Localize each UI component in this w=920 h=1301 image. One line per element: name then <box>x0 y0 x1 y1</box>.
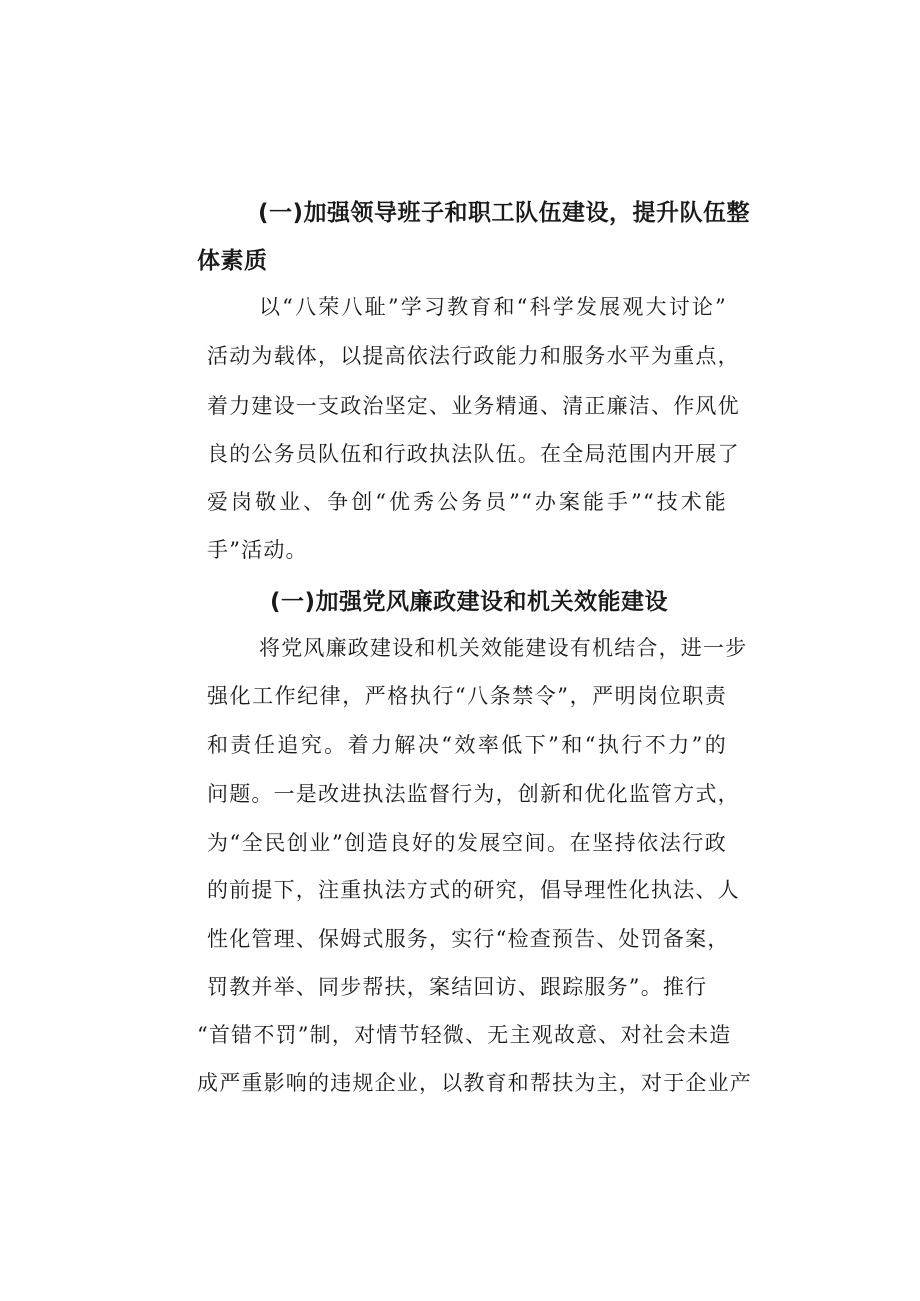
paragraph-line: 着力建设一支政治坚定、业务精通、清正廉洁、作风优 <box>207 394 740 418</box>
paragraph-line: 罚教并举、同步帮扶，案结回访、跟踪服务”。推行 <box>207 975 708 999</box>
paragraph-line: 将党风廉政建设和机关效能建设有机结合，进一步 <box>259 636 748 660</box>
paragraph-line: 活动为载体，以提高依法行政能力和服务水平为重点， <box>207 344 740 368</box>
paragraph-line: 为“全民创业”创造良好的发展空间。在坚持依法行政 <box>207 831 727 855</box>
paragraph-line: 和责任追究。着力解决“效率低下”和“执行不力”的 <box>207 733 727 757</box>
paragraph-line: “首错不罚”制，对情节轻微、无主观故意、对社会未造 <box>197 1023 732 1047</box>
paragraph-line: 性化管理、保姆式服务，实行“检查预告、处罚备案， <box>207 927 730 951</box>
section-heading-1-line-2: 体素质 <box>197 248 268 274</box>
paragraph-line: 强化工作纪律，严格执行“八条禁令”，严明岗位职责 <box>207 684 727 708</box>
paragraph-line: 手”活动。 <box>207 538 308 562</box>
paragraph-line: 问题。一是改进执法监督行为，创新和优化监管方式， <box>207 782 740 806</box>
paragraph-line: 成严重影响的违规企业，以教育和帮扶为主，对于企业产 <box>197 1071 752 1095</box>
paragraph-line: 的前提下，注重执法方式的研究，倡导理性化执法、人 <box>207 878 740 902</box>
section-heading-1-line-1: (一)加强领导班子和职工队伍建设，提升队伍整 <box>258 200 751 226</box>
section-heading-2: (一)加强党风廉政建设和机关效能建设 <box>270 589 669 615</box>
paragraph-line: 以“八荣八耻”学习教育和“科学发展观大讨论” <box>259 295 727 319</box>
paragraph-line: 良的公务员队伍和行政执法队伍。在全局范围内开展了 <box>207 442 740 466</box>
paragraph-line: 爱岗敬业、争创“优秀公务员”“办案能手”“技术能 <box>207 490 727 514</box>
